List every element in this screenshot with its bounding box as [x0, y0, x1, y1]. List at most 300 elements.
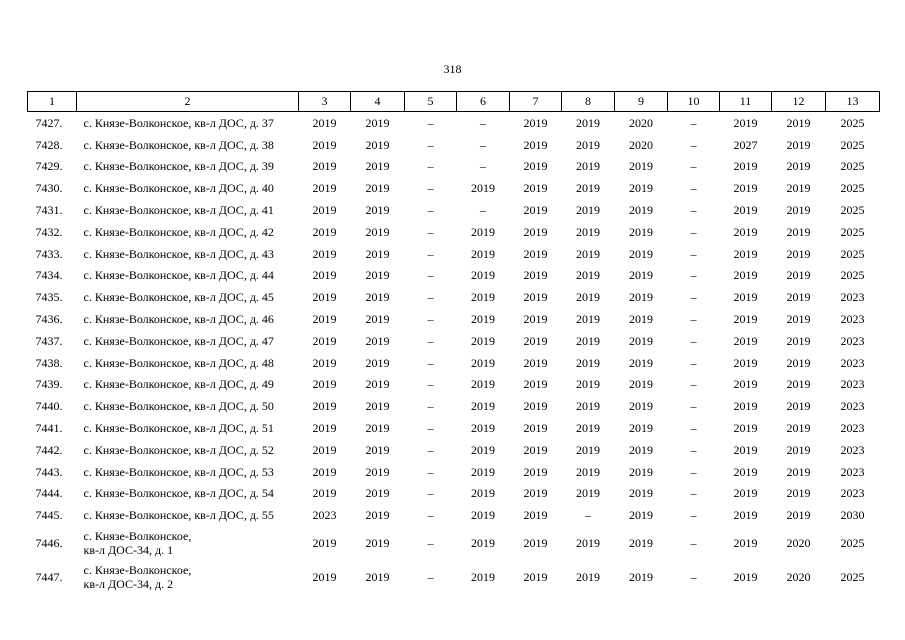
table-row	[28, 112, 880, 134]
table-row	[28, 265, 880, 287]
year-cell: 2019	[365, 355, 390, 370]
year-cell: 2019	[523, 159, 548, 174]
year-cell: 2019	[733, 159, 758, 174]
year-cell: 2019	[629, 421, 653, 436]
year-cell: –	[690, 377, 697, 392]
year-cell: 2019	[786, 137, 811, 152]
year-cell: 2019	[576, 224, 600, 239]
year-cell: 2019	[471, 570, 495, 585]
year-cell: 2019	[312, 115, 337, 130]
address-cell: с. Князе-Волконское, кв-л ДОС, д. 48	[83, 355, 274, 370]
year-cell: 2019	[523, 399, 548, 414]
year-cell: –	[690, 159, 697, 174]
year-cell: 2019	[312, 570, 337, 585]
column-header-9: 9	[615, 92, 668, 112]
row-number: 7435.	[35, 290, 63, 305]
year-cell: 2019	[365, 290, 390, 305]
year-cell: –	[427, 442, 434, 457]
year-cell: 2019	[576, 181, 600, 196]
table-row	[28, 308, 880, 330]
year-cell: 2019	[471, 508, 495, 523]
year-cell: 2019	[365, 268, 390, 283]
year-cell: –	[690, 268, 697, 283]
year-cell: 2019	[733, 421, 758, 436]
year-cell: –	[690, 442, 697, 457]
year-cell: 2019	[523, 312, 548, 327]
year-cell: 2019	[471, 464, 495, 479]
address-cell: с. Князе-Волконское, кв-л ДОС, д. 54	[83, 486, 274, 501]
year-cell: 2019	[629, 570, 653, 585]
year-cell: 2019	[786, 290, 811, 305]
row-number: 7432.	[35, 224, 63, 239]
year-cell: 2019	[312, 355, 337, 370]
year-cell: 2019	[365, 442, 390, 457]
year-cell: 2019	[786, 159, 811, 174]
year-cell: 2019	[786, 355, 811, 370]
address-cell: с. Князе-Волконское, кв-л ДОС, д. 53	[83, 464, 274, 479]
year-cell: 2019	[786, 333, 811, 348]
year-cell: 2019	[471, 536, 495, 551]
year-cell: –	[480, 203, 486, 218]
year-cell: 2019	[576, 355, 600, 370]
year-cell: 2025	[840, 115, 865, 130]
year-cell: 2020	[786, 536, 811, 551]
year-cell: 2019	[312, 268, 337, 283]
year-cell: 2019	[523, 536, 548, 551]
year-cell: 2025	[840, 570, 865, 585]
year-cell: 2019	[733, 268, 758, 283]
year-cell: 2019	[629, 464, 653, 479]
column-header-4: 4	[351, 92, 405, 112]
column-header-5: 5	[405, 92, 457, 112]
year-cell: 2019	[733, 399, 758, 414]
year-cell: 2019	[365, 421, 390, 436]
column-header-3: 3	[299, 92, 351, 112]
year-cell: 2019	[523, 115, 548, 130]
column-header-7: 7	[510, 92, 562, 112]
year-cell: 2019	[312, 224, 337, 239]
year-cell: –	[690, 536, 697, 551]
year-cell: –	[427, 290, 434, 305]
table-row	[28, 221, 880, 243]
year-cell: 2019	[471, 333, 495, 348]
table-row	[28, 352, 880, 374]
year-cell: 2025	[840, 224, 865, 239]
address-cell: с. Князе-Волконское, кв-л ДОС, д. 39	[83, 159, 274, 174]
table-row	[28, 395, 880, 417]
year-cell: 2019	[733, 508, 758, 523]
year-cell: 2019	[576, 442, 600, 457]
row-number: 7444.	[35, 486, 63, 501]
year-cell: 2019	[576, 159, 600, 174]
year-cell: 2019	[312, 486, 337, 501]
year-cell: 2025	[840, 536, 865, 551]
year-cell: 2019	[523, 137, 548, 152]
year-cell: 2019	[576, 486, 600, 501]
year-cell: 2019	[523, 508, 548, 523]
year-cell: 2023	[840, 355, 865, 370]
year-cell: –	[427, 203, 434, 218]
row-number: 7431.	[35, 203, 63, 218]
year-cell: 2019	[471, 246, 495, 261]
year-cell: 2019	[629, 377, 653, 392]
year-cell: 2023	[840, 399, 865, 414]
year-cell: 2030	[840, 508, 865, 523]
year-cell: 2019	[629, 399, 653, 414]
year-cell: 2019	[523, 246, 548, 261]
year-cell: 2019	[576, 464, 600, 479]
year-cell: 2019	[365, 377, 390, 392]
year-cell: 2019	[733, 355, 758, 370]
table-row	[28, 374, 880, 396]
year-cell: 2019	[523, 421, 548, 436]
year-cell: 2025	[840, 246, 865, 261]
year-cell: 2019	[733, 486, 758, 501]
year-cell: –	[690, 421, 697, 436]
year-cell: 2019	[733, 203, 758, 218]
year-cell: 2019	[733, 312, 758, 327]
year-cell: 2019	[365, 399, 390, 414]
year-cell: 2019	[312, 421, 337, 436]
year-cell: 2019	[365, 486, 390, 501]
year-cell: 2019	[312, 137, 337, 152]
year-cell: 2019	[576, 203, 600, 218]
year-cell: 2023	[840, 290, 865, 305]
column-header-6: 6	[457, 92, 510, 112]
year-cell: 2019	[523, 464, 548, 479]
year-cell: 2019	[471, 181, 495, 196]
row-number: 7429.	[35, 159, 63, 174]
year-cell: –	[690, 224, 697, 239]
year-cell: 2019	[312, 246, 337, 261]
table-row	[28, 461, 880, 483]
year-cell: 2019	[629, 159, 653, 174]
year-cell: 2025	[840, 137, 865, 152]
year-cell: 2019	[312, 312, 337, 327]
row-number: 7428.	[35, 137, 63, 152]
year-cell: 2019	[365, 570, 390, 585]
column-header-10: 10	[668, 92, 720, 112]
year-cell: 2023	[840, 333, 865, 348]
address-cell: с. Князе-Волконское, кв-л ДОС-34, д. 1	[83, 529, 192, 558]
year-cell: 2019	[733, 181, 758, 196]
year-cell: 2023	[840, 464, 865, 479]
year-cell: 2019	[365, 312, 390, 327]
table-row	[28, 243, 880, 265]
year-cell: 2019	[523, 203, 548, 218]
year-cell: –	[480, 159, 486, 174]
year-cell: –	[427, 137, 434, 152]
row-number: 7442.	[35, 442, 63, 457]
year-cell: –	[480, 137, 486, 152]
year-cell: 2019	[365, 333, 390, 348]
year-cell: 2019	[786, 224, 811, 239]
row-number: 7437.	[35, 333, 63, 348]
year-cell: 2019	[312, 333, 337, 348]
year-cell: –	[427, 224, 434, 239]
year-cell: 2019	[471, 355, 495, 370]
year-cell: 2019	[629, 486, 653, 501]
year-cell: 2019	[733, 377, 758, 392]
year-cell: 2019	[471, 442, 495, 457]
row-number: 7447.	[35, 570, 63, 585]
row-number: 7441.	[35, 421, 63, 436]
table-row	[28, 286, 880, 308]
row-number: 7434.	[35, 268, 63, 283]
year-cell: 2019	[733, 536, 758, 551]
year-cell: –	[690, 486, 697, 501]
year-cell: 2019	[733, 464, 758, 479]
row-number: 7446.	[35, 536, 63, 551]
table-row	[28, 199, 880, 221]
year-cell: –	[427, 536, 434, 551]
year-cell: 2019	[312, 290, 337, 305]
table-row	[28, 417, 880, 439]
year-cell: 2019	[576, 570, 600, 585]
year-cell: 2019	[733, 442, 758, 457]
year-cell: 2019	[523, 486, 548, 501]
year-cell: 2019	[576, 399, 600, 414]
year-cell: 2020	[629, 137, 653, 152]
row-number: 7440.	[35, 399, 63, 414]
year-cell: –	[690, 181, 697, 196]
address-cell: с. Князе-Волконское, кв-л ДОС, д. 41	[83, 203, 274, 218]
year-cell: 2019	[312, 399, 337, 414]
year-cell: 2023	[312, 508, 337, 523]
year-cell: 2019	[576, 333, 600, 348]
year-cell: 2019	[365, 115, 390, 130]
column-header-13: 13	[826, 92, 880, 112]
year-cell: –	[427, 115, 434, 130]
year-cell: 2019	[312, 181, 337, 196]
year-cell: 2019	[786, 268, 811, 283]
table-row	[28, 439, 880, 461]
year-cell: –	[427, 570, 434, 585]
address-cell: с. Князе-Волконское, кв-л ДОС, д. 38	[83, 137, 274, 152]
year-cell: 2019	[576, 290, 600, 305]
year-cell: 2019	[523, 181, 548, 196]
year-cell: 2019	[786, 464, 811, 479]
year-cell: –	[427, 312, 434, 327]
year-cell: –	[427, 486, 434, 501]
year-cell: –	[427, 464, 434, 479]
year-cell: 2019	[576, 536, 600, 551]
year-cell: 2019	[576, 137, 600, 152]
column-header-8: 8	[562, 92, 615, 112]
row-number: 7427.	[35, 115, 63, 130]
year-cell: 2027	[733, 137, 758, 152]
year-cell: 2019	[629, 181, 653, 196]
address-cell: с. Князе-Волконское, кв-л ДОС, д. 50	[83, 399, 274, 414]
year-cell: 2019	[629, 224, 653, 239]
year-cell: 2019	[576, 246, 600, 261]
year-cell: 2023	[840, 312, 865, 327]
year-cell: 2019	[471, 224, 495, 239]
address-cell: с. Князе-Волконское, кв-л ДОС, д. 45	[83, 290, 274, 305]
row-number: 7433.	[35, 246, 63, 261]
year-cell: –	[427, 508, 434, 523]
year-cell: 2025	[840, 268, 865, 283]
year-cell: 2019	[312, 442, 337, 457]
year-cell: 2019	[629, 246, 653, 261]
table-row	[28, 177, 880, 199]
table-row	[28, 483, 880, 505]
year-cell: –	[427, 377, 434, 392]
year-cell: –	[690, 355, 697, 370]
year-cell: 2019	[733, 333, 758, 348]
year-cell: 2019	[365, 246, 390, 261]
year-cell: –	[690, 464, 697, 479]
year-cell: 2019	[312, 536, 337, 551]
year-cell: 2019	[786, 508, 811, 523]
year-cell: 2019	[629, 203, 653, 218]
row-number: 7443.	[35, 464, 63, 479]
address-cell: с. Князе-Волконское, кв-л ДОС, д. 42	[83, 224, 274, 239]
year-cell: 2019	[365, 203, 390, 218]
address-cell: с. Князе-Волконское, кв-л ДОС-34, д. 2	[83, 563, 192, 592]
year-cell: –	[690, 246, 697, 261]
year-cell: 2019	[786, 421, 811, 436]
year-cell: 2019	[629, 355, 653, 370]
address-cell: с. Князе-Волконское, кв-л ДОС, д. 43	[83, 246, 274, 261]
year-cell: 2019	[733, 570, 758, 585]
column-header-11: 11	[720, 92, 772, 112]
year-cell: 2020	[786, 570, 811, 585]
year-cell: 2019	[523, 333, 548, 348]
year-cell: 2019	[365, 536, 390, 551]
row-number: 7430.	[35, 181, 63, 196]
year-cell: –	[427, 333, 434, 348]
year-cell: 2023	[840, 486, 865, 501]
address-cell: с. Князе-Волконское, кв-л ДОС, д. 51	[83, 421, 274, 436]
year-cell: 2019	[365, 508, 390, 523]
year-cell: 2019	[365, 137, 390, 152]
address-cell: с. Князе-Волконское, кв-л ДОС, д. 44	[83, 268, 274, 283]
page-number: 318	[443, 62, 462, 76]
year-cell: 2019	[523, 268, 548, 283]
year-cell: 2023	[840, 377, 865, 392]
year-cell: 2019	[365, 159, 390, 174]
year-cell: 2019	[471, 421, 495, 436]
data-table	[27, 91, 880, 594]
column-header-1: 1	[28, 92, 77, 112]
header-row	[28, 92, 880, 112]
table-row	[28, 526, 880, 560]
year-cell: 2019	[786, 203, 811, 218]
column-header-2: 2	[77, 92, 299, 112]
year-cell: –	[427, 181, 434, 196]
year-cell: 2019	[629, 442, 653, 457]
year-cell: 2019	[471, 486, 495, 501]
year-cell: –	[690, 115, 697, 130]
row-number: 7439.	[35, 377, 63, 392]
year-cell: 2019	[733, 224, 758, 239]
year-cell: –	[690, 399, 697, 414]
year-cell: 2019	[312, 203, 337, 218]
year-cell: –	[585, 508, 591, 523]
row-number: 7438.	[35, 355, 63, 370]
address-cell: с. Князе-Волконское, кв-л ДОС, д. 55	[83, 508, 274, 523]
address-cell: с. Князе-Волконское, кв-л ДОС, д. 52	[83, 442, 274, 457]
year-cell: –	[427, 355, 434, 370]
year-cell: 2019	[576, 268, 600, 283]
table-row	[28, 156, 880, 178]
year-cell: 2019	[576, 377, 600, 392]
year-cell: –	[427, 421, 434, 436]
year-cell: 2019	[786, 246, 811, 261]
year-cell: 2019	[365, 464, 390, 479]
year-cell: 2025	[840, 181, 865, 196]
year-cell: 2019	[629, 333, 653, 348]
table-row	[28, 330, 880, 352]
year-cell: 2019	[786, 486, 811, 501]
year-cell: 2019	[576, 115, 600, 130]
row-number: 7436.	[35, 312, 63, 327]
year-cell: 2019	[523, 377, 548, 392]
year-cell: 2019	[576, 421, 600, 436]
year-cell: –	[690, 333, 697, 348]
year-cell: 2019	[365, 224, 390, 239]
year-cell: –	[690, 137, 697, 152]
year-cell: 2025	[840, 159, 865, 174]
year-cell: –	[690, 312, 697, 327]
year-cell: 2019	[312, 464, 337, 479]
year-cell: 2019	[471, 377, 495, 392]
year-cell: 2019	[471, 268, 495, 283]
year-cell: 2019	[312, 377, 337, 392]
year-cell: 2023	[840, 442, 865, 457]
year-cell: 2019	[786, 377, 811, 392]
column-header-12: 12	[772, 92, 826, 112]
year-cell: –	[690, 570, 697, 585]
table-row	[28, 560, 880, 594]
year-cell: –	[480, 115, 486, 130]
year-cell: –	[690, 203, 697, 218]
year-cell: 2020	[629, 115, 653, 130]
year-cell: 2019	[786, 442, 811, 457]
year-cell: 2019	[629, 508, 653, 523]
row-number: 7445.	[35, 508, 63, 523]
year-cell: 2019	[576, 312, 600, 327]
year-cell: 2019	[365, 181, 390, 196]
year-cell: 2019	[733, 246, 758, 261]
year-cell: 2019	[523, 224, 548, 239]
table-body	[28, 112, 880, 595]
address-cell: с. Князе-Волконское, кв-л ДОС, д. 46	[83, 312, 274, 327]
year-cell: 2019	[733, 290, 758, 305]
address-cell: с. Князе-Волконское, кв-л ДОС, д. 49	[83, 377, 274, 392]
year-cell: 2025	[840, 203, 865, 218]
year-cell: 2019	[733, 115, 758, 130]
year-cell: –	[427, 159, 434, 174]
year-cell: 2019	[629, 290, 653, 305]
year-cell: 2019	[786, 181, 811, 196]
year-cell: 2019	[629, 312, 653, 327]
year-cell: 2019	[629, 268, 653, 283]
year-cell: 2019	[786, 399, 811, 414]
address-cell: с. Князе-Волконское, кв-л ДОС, д. 37	[83, 115, 274, 130]
year-cell: 2019	[471, 290, 495, 305]
year-cell: –	[690, 508, 697, 523]
year-cell: –	[690, 290, 697, 305]
table-row	[28, 504, 880, 526]
year-cell: 2019	[786, 115, 811, 130]
year-cell: 2019	[471, 399, 495, 414]
year-cell: 2019	[523, 570, 548, 585]
address-cell: с. Князе-Волконское, кв-л ДОС, д. 47	[83, 333, 274, 348]
address-cell: с. Князе-Волконское, кв-л ДОС, д. 40	[83, 181, 274, 196]
year-cell: –	[427, 268, 434, 283]
